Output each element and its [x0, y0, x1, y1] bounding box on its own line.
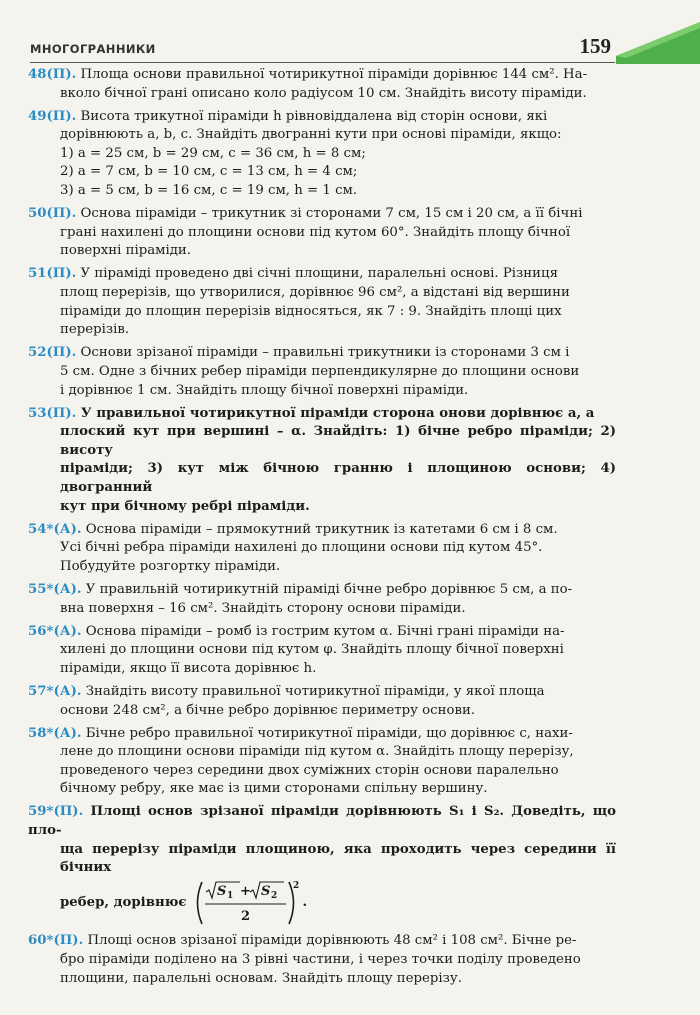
problem-text-line: площини, паралельні основам. Знайдіть площу перерізу. — [60, 970, 462, 986]
left-paren-icon — [198, 882, 203, 924]
problem-label: 55*(А). — [28, 581, 82, 597]
problem-list — [28, 66, 616, 993]
problem-label: 58*(А). — [28, 725, 82, 741]
problem-text-line: Площа основи правильної чотирикутної піраміди дорівнює 144 см². На- — [80, 67, 588, 82]
problem-58 — [28, 725, 616, 799]
problem-label: 54*(А). — [28, 521, 82, 537]
problem-text-line: плоский кут при вершині – α. Знайдіть: 1) бічне ребро піраміди; 2) висоту — [60, 424, 616, 458]
problem-50 — [28, 205, 616, 261]
problem-text-line: лене до площини основи піраміди під кутом α. Знайдіть площу перерізу, — [60, 744, 574, 760]
problem-label: 59*(П). — [28, 804, 84, 820]
problem-text-line: Знайдіть висоту правильної чотирикутної піраміди, у якої площа — [85, 683, 545, 699]
problem-text-line: хилені до площини основи під кутом φ. Знайдіть площу бічної поверхні — [60, 642, 564, 658]
problem-text-line: Основа піраміди – прямокутний трикутник із катетами 6 см і 8 см. — [85, 521, 558, 537]
formula-s2-sub: 2 — [271, 890, 278, 901]
problem-60 — [28, 932, 616, 988]
problem-case-3: 3) a = 5 см, b = 16 см, c = 19 см, h = 1 см. — [60, 183, 358, 199]
problem-text-line: площ перерізів, що утворилися, дорівнює 96 см², а відстані від вершини — [60, 285, 570, 301]
problem-text-line: бічному ребру, яке має із цими сторонами спільну вершину. — [60, 781, 488, 797]
problem-53 — [28, 405, 616, 517]
problem-text-line: грані нахилені до площини основи під кутом 60°. Знайдіть площу бічної — [60, 224, 571, 240]
formula-plus: + — [240, 883, 252, 899]
formula-line — [28, 878, 616, 928]
problem-text-line: вколо бічної грані описано коло радіусом 10 см. Знайдіть висоту піраміди. — [60, 85, 587, 101]
problem-text-line: Усі бічні ребра піраміди нахилені до площини основи під кутом 45°. — [60, 540, 543, 556]
problem-label: 52(П). — [28, 345, 77, 361]
problem-label: 56*(А). — [28, 623, 82, 639]
problem-text-line: поверхні піраміди. — [60, 243, 192, 259]
midsection-area-formula — [192, 878, 302, 928]
page-number: 159 — [579, 34, 611, 58]
problem-label: 53(П). — [28, 405, 77, 421]
problem-label: 50(П). — [28, 206, 77, 222]
problem-text-line: перерізів. — [60, 322, 130, 338]
problem-text-line: піраміди до площин перерізів відносяться, як 7 : 9. Знайдіть площі цих — [60, 303, 562, 319]
problem-text-line: кут при бічному ребрі піраміди. — [60, 498, 310, 514]
running-header — [30, 34, 615, 63]
problem-text-line: піраміди, якщо її висота дорівнює h. — [60, 660, 317, 676]
problem-48 — [28, 66, 616, 103]
chapter-title: МНОГОГРАННИКИ — [30, 42, 156, 56]
formula-denominator: 2 — [241, 908, 251, 924]
problem-text-line: Основа піраміди – ромб із гострим кутом α. Бічні грані піраміди на- — [85, 623, 565, 639]
problem-55 — [28, 581, 616, 618]
problem-text-line: У піраміді проведено дві січні площини, паралельні основі. Різниця — [80, 266, 558, 282]
problem-text-line: Площі основ зрізаної піраміди дорівнюють 48 см² і 108 см². Бічне ре- — [87, 933, 577, 949]
formula-s1: S — [217, 883, 227, 899]
problem-label: 60*(П). — [28, 933, 84, 949]
problem-51 — [28, 265, 616, 339]
problem-text-line: У правильної чотирикутної піраміди сторона онови дорівнює a, а — [80, 405, 595, 421]
problem-text-line: Висота трикутної піраміди h рівновіддалена від сторін основи, які — [80, 108, 548, 124]
problem-52 — [28, 344, 616, 400]
problem-case-1: 1) a = 25 см, b = 29 см, c = 36 см, h = 8 см; — [60, 145, 366, 161]
problem-54 — [28, 521, 616, 577]
problem-case-2: 2) a = 7 см, b = 10 см, c = 13 см, h = 4 см; — [60, 164, 358, 180]
problem-text-line: ща перерізу піраміди площиною, яка проходить через середини її бічних — [60, 841, 616, 876]
problem-text-line: Основи зрізаної піраміди – правильні трикутники із сторонами 3 см і — [80, 345, 570, 361]
problem-label: 51(П). — [28, 266, 77, 282]
problem-text-line: Площі основ зрізаної піраміди дорівнюють S₁ і S₂. Доведіть, що пло- — [28, 804, 616, 839]
formula-power: 2 — [293, 880, 300, 891]
page-corner-tab — [616, 22, 700, 64]
formula-s2: S — [261, 883, 271, 899]
problem-text-line: і дорівнює 1 см. Знайдіть площу бічної поверхні піраміди. — [60, 382, 469, 398]
problem-56 — [28, 623, 616, 679]
problem-label: 48(П). — [28, 67, 77, 82]
formula-prefix: ребер, дорівнює — [60, 894, 187, 910]
problem-text-line: 5 см. Одне з бічних ребер піраміди перпендикулярне до площини основи — [60, 363, 580, 379]
problem-text-line: бро піраміди поділено на 3 рівні частини, і через точки поділу проведено — [60, 951, 581, 967]
problem-text-line: проведеного через середини двох суміжних сторін основи паралельно — [60, 762, 559, 778]
formula-end: . — [302, 894, 308, 910]
problem-text-line: основи 248 см², а бічне ребро дорівнює периметру основи. — [60, 702, 476, 718]
problem-text-line: дорівнюють a, b, c. Знайдіть двогранні кути при основі піраміди, якщо: — [60, 127, 562, 143]
problem-label: 49(П). — [28, 108, 77, 124]
problem-text-line: У правильній чотирикутній піраміді бічне ребро дорівнює 5 см, а по- — [85, 581, 573, 597]
problem-49 — [28, 108, 616, 201]
problem-text-line: Основа піраміди – трикутник зі сторонами 7 см, 15 см і 20 см, а її бічні — [80, 206, 583, 222]
problem-57 — [28, 683, 616, 720]
problem-text-line: піраміди; 3) кут між бічною гранню і площиною основи; 4) двогранний — [60, 461, 616, 495]
problem-label: 57*(А). — [28, 683, 82, 699]
problem-59 — [28, 803, 616, 927]
problem-text-line: Бічне ребро правильної чотирикутної піраміди, що дорівнює c, нахи- — [85, 725, 573, 741]
problem-text-line: вна поверхня – 16 см². Знайдіть сторону основи піраміди. — [60, 600, 466, 616]
formula-s1-sub: 1 — [227, 890, 234, 901]
problem-text-line: Побудуйте розгортку піраміди. — [60, 558, 281, 574]
